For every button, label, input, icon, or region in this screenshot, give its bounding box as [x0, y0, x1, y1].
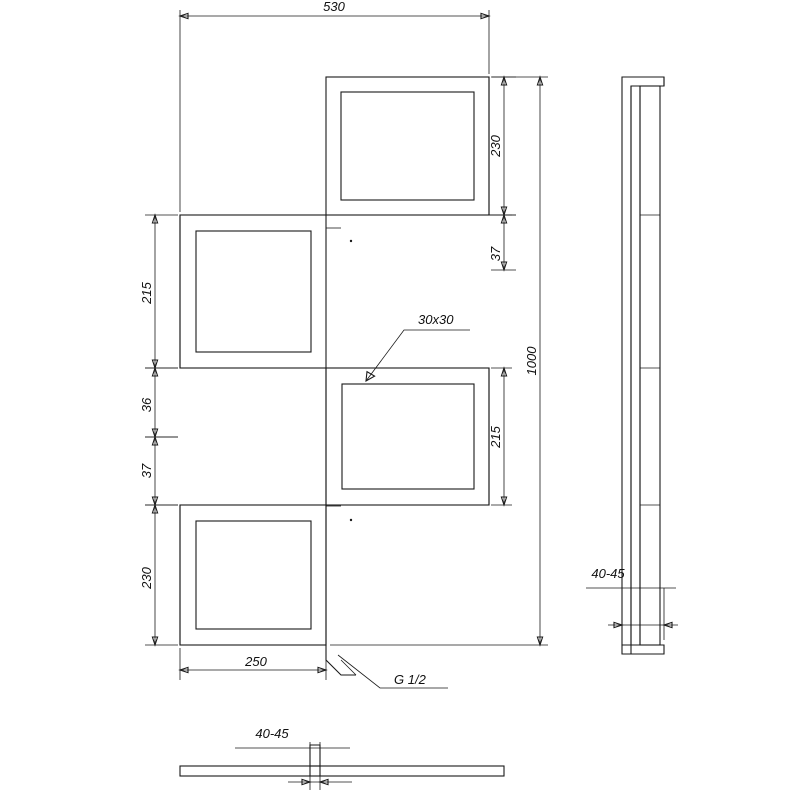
label-30x30: 30x30 [418, 312, 454, 327]
dimension-gap-36 [139, 368, 178, 437]
dim-label-40-45-bottom: 40-45 [255, 726, 289, 741]
dimension-top-module-height [488, 77, 516, 215]
dim-label-230-bottom: 230 [139, 567, 154, 589]
module-second-left [180, 215, 326, 368]
dim-label-36: 36 [139, 397, 154, 413]
dimension-module-width [180, 648, 326, 680]
module-bottom-left [180, 505, 326, 645]
dimension-gap-37-top [488, 215, 516, 270]
dimension-second-module-height [139, 215, 178, 368]
dim-label-215-left: 215 [139, 282, 154, 304]
module-third-right [326, 368, 489, 505]
dimension-depth-bottom [235, 726, 352, 790]
front-view-outline [180, 77, 512, 645]
dimension-overall-height [330, 77, 548, 645]
side-view-vertical [622, 77, 664, 654]
dim-label-37-lower: 37 [139, 463, 154, 479]
dim-label-37-top: 37 [488, 246, 503, 262]
leader-connection [338, 655, 448, 688]
dimension-bottom-module-height [139, 505, 178, 645]
dimension-overall-width [180, 0, 489, 212]
bottom-view [180, 745, 504, 776]
dimension-third-module-height [488, 368, 512, 505]
leader-tube-profile [366, 312, 470, 381]
dim-label-1000: 1000 [524, 346, 539, 376]
dim-label-250: 250 [245, 654, 267, 669]
dim-label-40-45-side: 40-45 [591, 566, 625, 581]
dim-label-530: 530 [323, 0, 345, 14]
centre-marks [326, 228, 352, 521]
label-g-half: G 1/2 [394, 672, 426, 687]
outlet-stub [326, 645, 356, 675]
dim-label-215-right: 215 [488, 426, 503, 448]
dimension-gap-37-lower [139, 437, 178, 505]
dim-label-230-top: 230 [488, 135, 503, 157]
module-top-right [326, 77, 489, 215]
dimension-depth-side [586, 566, 678, 640]
